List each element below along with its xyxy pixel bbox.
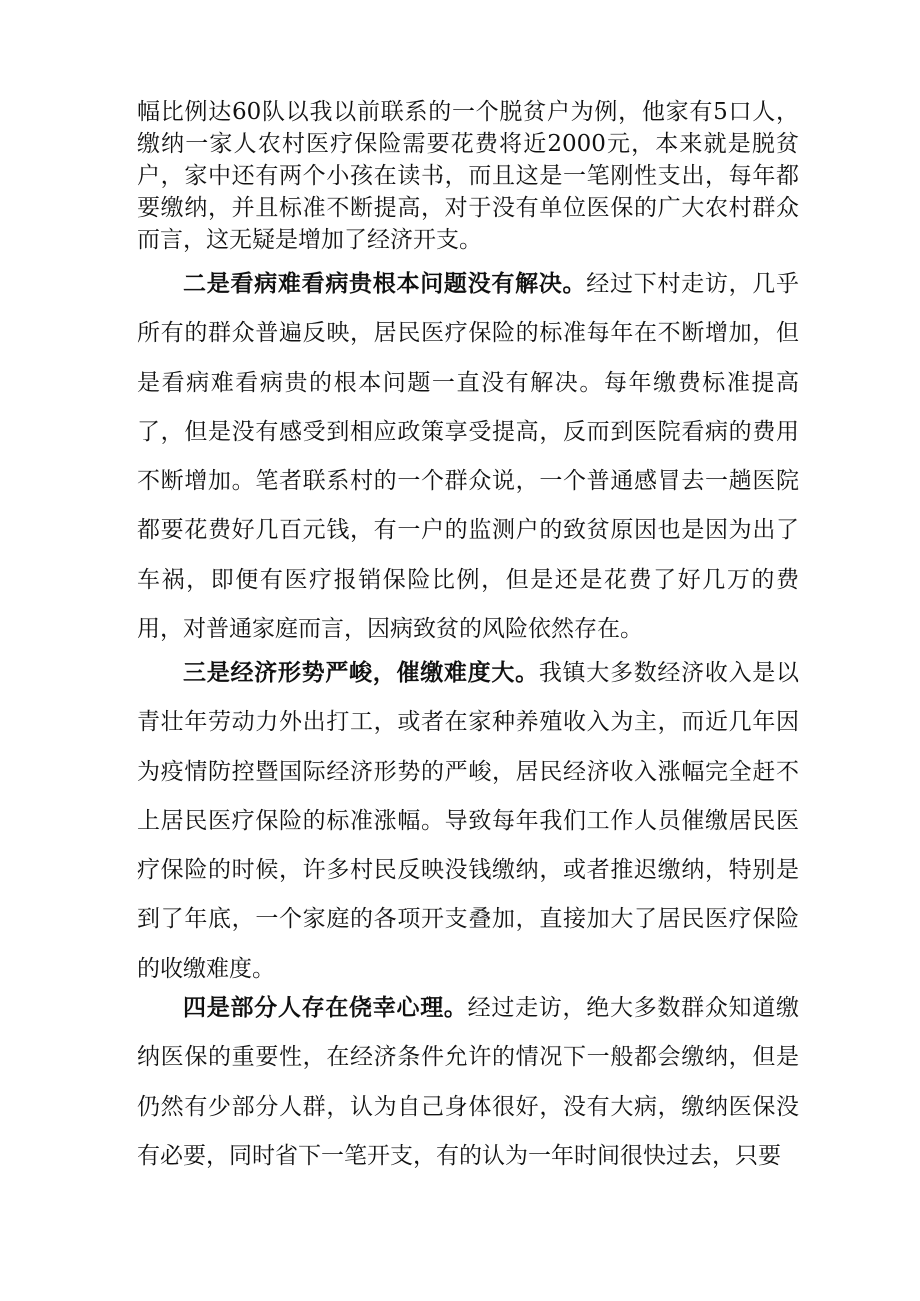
paragraph-point-three [137, 648, 799, 994]
paragraph-heading: 二是看病难看病贵根本问题没有解决。 [183, 270, 587, 297]
paragraph-point-two [137, 259, 799, 654]
paragraph-continuation [137, 96, 799, 256]
paragraph-point-four [137, 983, 799, 1181]
paragraph-body: 经过下村走访，几乎所有的群众普遍反映，居民医疗保险的标准每年在不断增加，但是看病难看病贵的根本问题一直没有解决。每年缴费标准提高了，但是没有感受到相应政策享受提高，反而到医院看病的费用不断增加。笔者联系村的一个群众说，一个普通感冒去一趟医院都要花费好几百元钱，有一户的监测户的致贫原因也是因为出了车祸，即便有医疗报销保险比例，但是还是花费了好几万的费用，对普通家庭而言，因病致贫的风险依然存在。 [137, 271, 800, 643]
paragraph-heading: 四是部分人存在侥幸心理。 [183, 994, 468, 1021]
paragraph-body: 幅比例达60队以我以前联系的一个脱贫户为例，他家有5口人，缴纳一家人农村医疗保险需要花费将近2000元，本来就是脱贫户，家中还有两个小孩在读书，而且这是一笔刚性支出，每年都要缴纳，并且标准不断提高，对于没有单位医保的广大农村群众而言，这无疑是增加了经济开支。 [137, 99, 799, 253]
paragraph-body: 经过走访，绝大多数群众知道缴纳医保的重要性，在经济条件允许的情况下一般都会缴纳，但是仍然有少部分人群，认为自己身体很好，没有大病，缴纳医保没有必要，同时省下一笔开支，有的认为一年时间很快过去，只要 [137, 995, 800, 1169]
paragraph-heading: 三是经济形势严峻，催缴难度大。 [183, 659, 539, 686]
paragraph-body: 我镇大多数经济收入是以青壮年劳动力外出打工，或者在家种养殖收入为主，而近几年因为疫情防控暨国际经济形势的严峻，居民经济收入涨幅完全赶不上居民医疗保险的标准涨幅。导致每年我们工作人员催缴居民医疗保险的时候，许多村民反映没钱缴纳，或者推迟缴纳，特别是到了年底，一个家庭的各项开支叠加，直接加大了居民医疗保险的收缴难度。 [137, 660, 800, 982]
